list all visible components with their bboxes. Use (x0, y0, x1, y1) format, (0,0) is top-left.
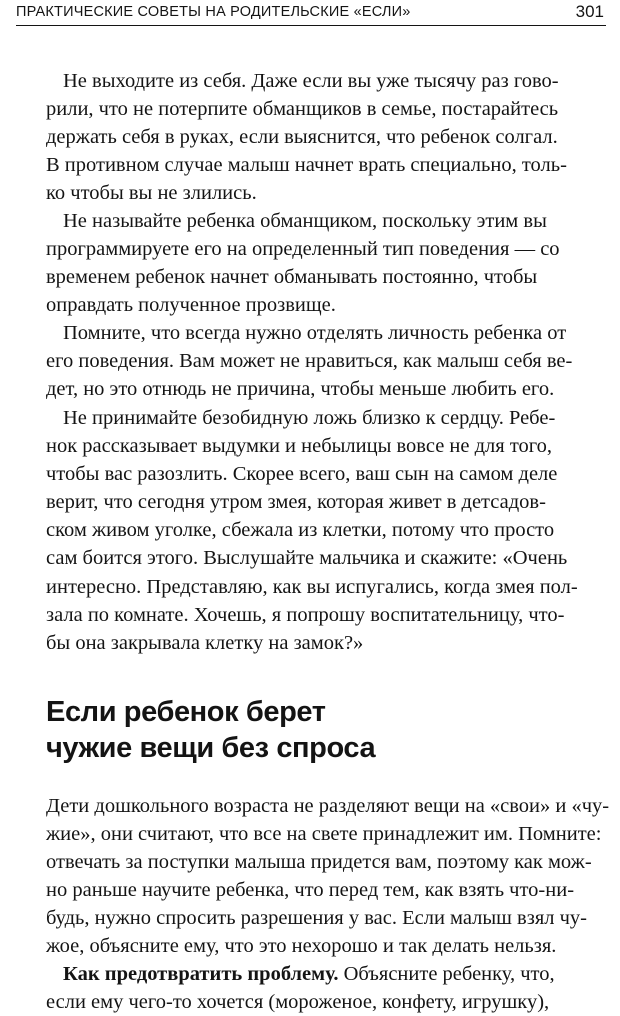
text-line: сам боится этого. Выслушайте мальчика и скажите: «Очень (46, 547, 568, 570)
text-line: Не принимайте безобидную ложь близко к сердцу. Ребе- (63, 407, 556, 429)
text-line: Не выходите из себя. Даже если вы уже тысячу раз гово- (63, 70, 559, 92)
section-intro-paragraph (46, 792, 612, 961)
text-line: дет, но это отнюдь не причина, чтобы меньше любить его. (46, 378, 555, 401)
running-head-title: ПРАКТИЧЕСКИЕ СОВЕТЫ НА РОДИТЕЛЬСКИЕ «ЕСЛИ» (16, 4, 411, 20)
running-head (16, 0, 606, 28)
tip-text: Объясните ребенку, что, (338, 963, 555, 985)
page-number: 301 (575, 2, 604, 21)
text-line: Помните, что всегда нужно отделять личность ребенка от (63, 322, 567, 344)
section-heading (46, 694, 606, 766)
paragraph-harmless-lies (46, 404, 612, 657)
text-line: держать себя в руках, если выяснится, что ребенок солгал. (46, 126, 558, 149)
text-line: бы она закрывала клетку на замок?» (46, 631, 364, 654)
text-line: если ему чего-то хочется (мороженое, конфету, игрушку), (46, 991, 550, 1014)
tip-paragraph (46, 960, 612, 1016)
text-line: жое, объясните ему, что это нехорошо и так делать нельзя. (46, 935, 557, 958)
text-line (46, 960, 612, 988)
text-line: жие», они считают, что все на свете принадлежит им. Помните: (46, 823, 602, 846)
tip-lead: Как предотвратить проблему. (63, 963, 339, 985)
text-line: оправдать полученное прозвище. (46, 294, 336, 317)
text-line: интересно. Представляю, как вы испугались, когда змея пол- (46, 575, 578, 598)
paragraph-dont-label-liar (46, 207, 612, 319)
heading-line: чужие вещи без спроса (46, 732, 376, 764)
paragraph-separate-personality (46, 319, 612, 403)
text-line: его поведения. Вам может не нравиться, как малыш себя ве- (46, 350, 573, 373)
paragraph-dont-lose-temper (46, 67, 612, 207)
text-line: зала по комнате. Хочешь, я попрошу воспитательницу, что- (46, 603, 565, 626)
header-rule (16, 25, 606, 26)
heading-line: Если ребенок берет (46, 696, 326, 728)
text-line: будь, нужно спросить разрешения у вас. Если малыш взял чу- (46, 907, 588, 930)
text-line: временем ребенок начнет обманывать постоянно, чтобы (46, 266, 538, 289)
text-line: В противном случае малыш начнет врать специально, толь- (46, 154, 567, 177)
text-line: ко чтобы вы не злились. (46, 182, 257, 205)
text-line: программируете его на определенный тип поведения — со (46, 238, 560, 261)
text-line: верит, что сегодня утром змея, которая живет в детсадов- (46, 491, 546, 514)
text-line: рили, что не потерпите обманщиков в семье, постарайтесь (46, 98, 559, 121)
text-line: нок рассказывает выдумки и небылицы вовсе не для того, (46, 435, 553, 458)
text-line: но раньше научите ребенка, что перед тем, как взять что-ни- (46, 879, 575, 902)
text-line: ском живом уголке, сбежала из клетки, потому что просто (46, 519, 555, 542)
text-line: Не называйте ребенка обманщиком, поскольку этим вы (63, 210, 547, 232)
text-line: чтобы вас разозлить. Скорее всего, ваш сын на самом деле (46, 463, 558, 486)
text-line: отвечать за поступки малыша придется вам, поэтому как мож- (46, 851, 592, 874)
text-line: Дети дошкольного возраста не разделяют вещи на «свои» и «чу- (46, 795, 610, 817)
